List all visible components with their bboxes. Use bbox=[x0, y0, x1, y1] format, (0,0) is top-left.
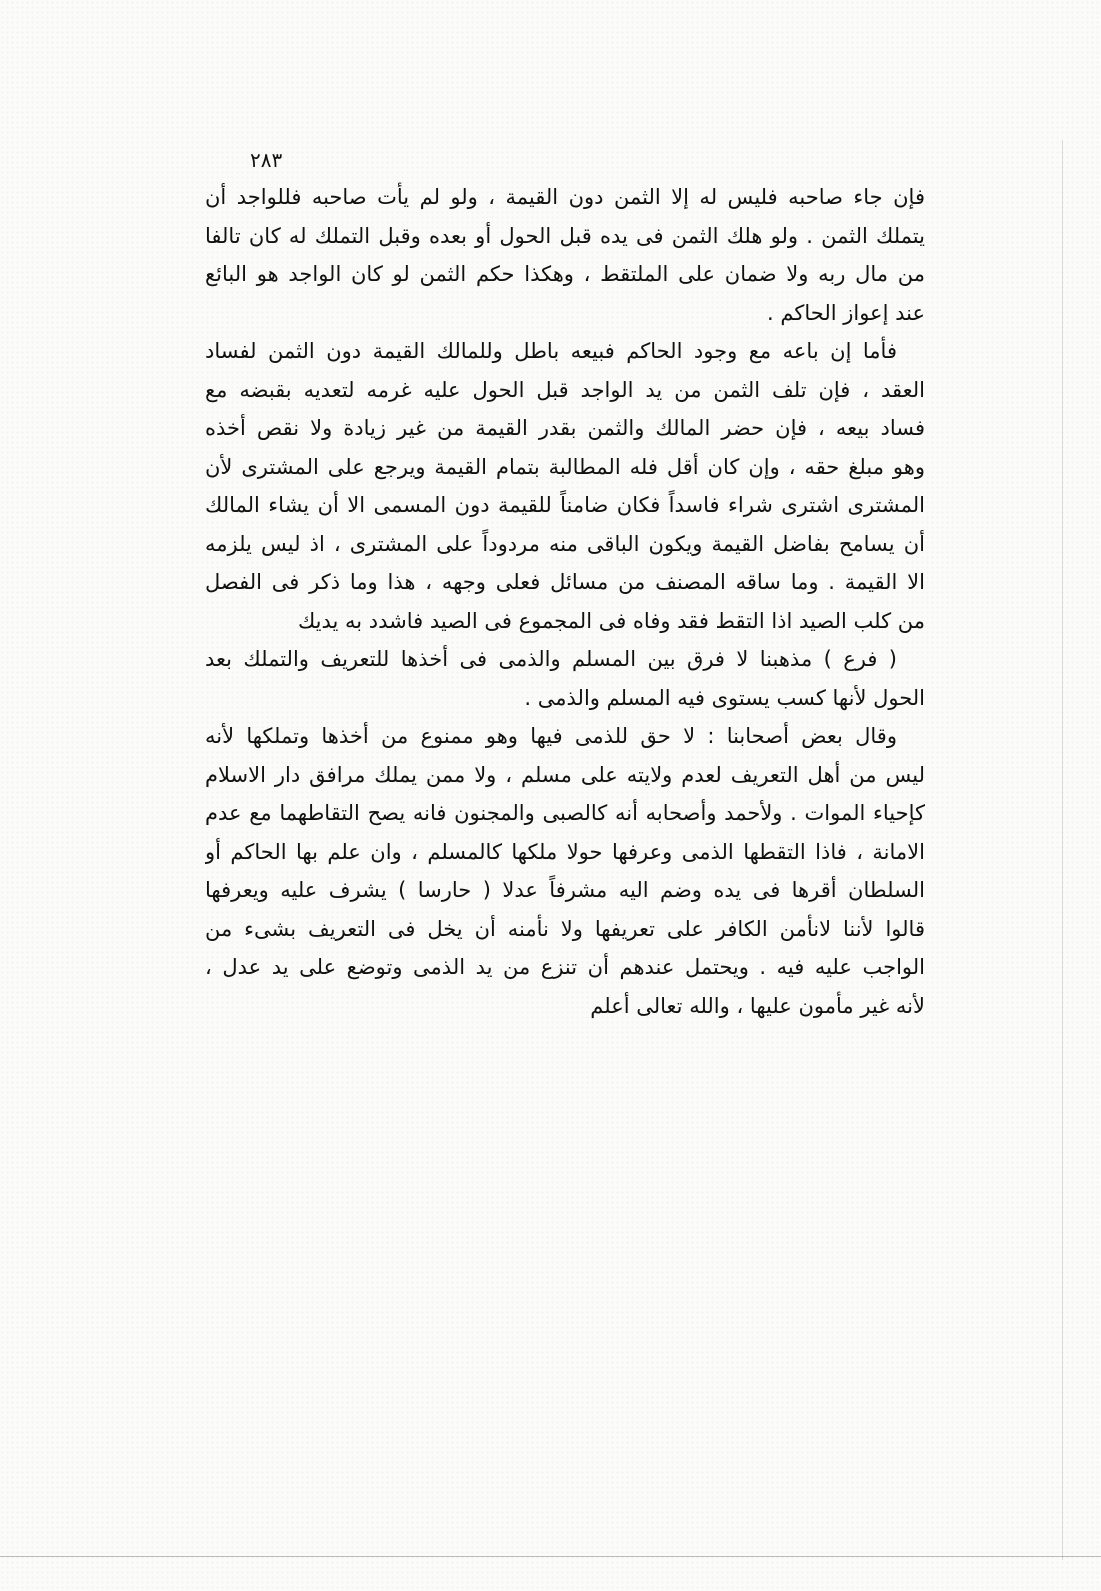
page-number: ٢٨٣ bbox=[250, 148, 283, 172]
text-line: الامانة ، فاذا التقطها الذمى وعرفها حولا ملكها كالمسلم ، وان علم بها الحاكم أو bbox=[205, 839, 925, 864]
text-line: عند إعواز الحاكم . bbox=[767, 300, 925, 325]
text-line: الواجب عليه فيه . ويحتمل عندهم أن تنزع من يد الذمى وتوضع على يد عدل ، bbox=[205, 955, 925, 979]
text-line: السلطان أقرها فى يده وضم اليه مشرفاً عدلا ( حارسا ) يشرف عليه ويعرفها bbox=[205, 878, 925, 902]
text-line: المشترى اشترى شراء فاسداً فكان ضامناً للقيمة دون المسمى الا أن يشاء المالك bbox=[205, 493, 925, 517]
text-line: قالوا لأننا لانأمن الكافر على تعريفها ولا نأمنه أن يخل فى التعريف بشىء من bbox=[205, 916, 925, 941]
text-line: يتملك الثمن . ولو هلك الثمن فى يده قبل الحول أو بعده وقبل التملك له كان تالفا bbox=[205, 223, 925, 248]
text-line: فإن جاء صاحبه فليس له إلا الثمن دون القيمة ، ولو لم يأت صاحبه فللواجد أن bbox=[205, 185, 925, 209]
text-line: ليس من أهل التعريف لعدم ولايته على مسلم ، ولا ممن يملك مرافق دار الاسلام bbox=[205, 762, 925, 787]
text-line: الا القيمة . وما ساقه المصنف من مسائل فعلى وجهه ، هذا وما ذكر فى الفصل bbox=[205, 570, 925, 594]
body-text bbox=[205, 178, 925, 1025]
text-line: وقال بعض أصحابنا : لا حق للذمى فيها وهو ممنوع من أخذها وتملكها لأنه bbox=[205, 724, 897, 748]
text-line: الحول لأنها كسب يستوى فيه المسلم والذمى . bbox=[524, 685, 925, 710]
page-edge-line bbox=[1062, 140, 1063, 1560]
scan-bottom-border bbox=[0, 1556, 1101, 1557]
text-line: فساد بيعه ، فإن حضر المالك والثمن بقدر القيمة من غير زيادة ولا نقص أخذه bbox=[205, 416, 925, 440]
text-line: فأما إن باعه مع وجود الحاكم فبيعه باطل وللمالك القيمة دون الثمن لفساد bbox=[205, 339, 897, 363]
text-line: من كلب الصيد اذا التقط فقد وفاه فى المجموع فى الصيد فاشدد به يديك bbox=[297, 608, 925, 633]
text-line: كإحياء الموات . ولأحمد وأصحابه أنه كالصبى والمجنون فانه يصح التقاطهما مع عدم bbox=[205, 801, 925, 825]
text-line: ( فرع ) مذهبنا لا فرق بين المسلم والذمى فى أخذها للتعريف والتملك بعد bbox=[205, 647, 897, 671]
text-line: أن يسامح بفاضل القيمة ويكون الباقى منه مردوداً على المشترى ، اذ ليس يلزمه bbox=[205, 531, 925, 556]
text-line: العقد ، فإن تلف الثمن من يد الواجد قبل الحول عليه غرمه لتعديه بقبضه مع bbox=[205, 377, 925, 402]
text-line: من مال ربه ولا ضمان على الملتقط ، وهكذا حكم الثمن لو كان الواجد هو البائع bbox=[205, 262, 925, 286]
text-line: لأنه غير مأمون عليها ، والله تعالى أعلم bbox=[590, 993, 925, 1018]
text-line: وهو مبلغ حقه ، وإن كان أقل فله المطالبة بتمام القيمة ويرجع على المشترى لأن bbox=[205, 454, 925, 479]
